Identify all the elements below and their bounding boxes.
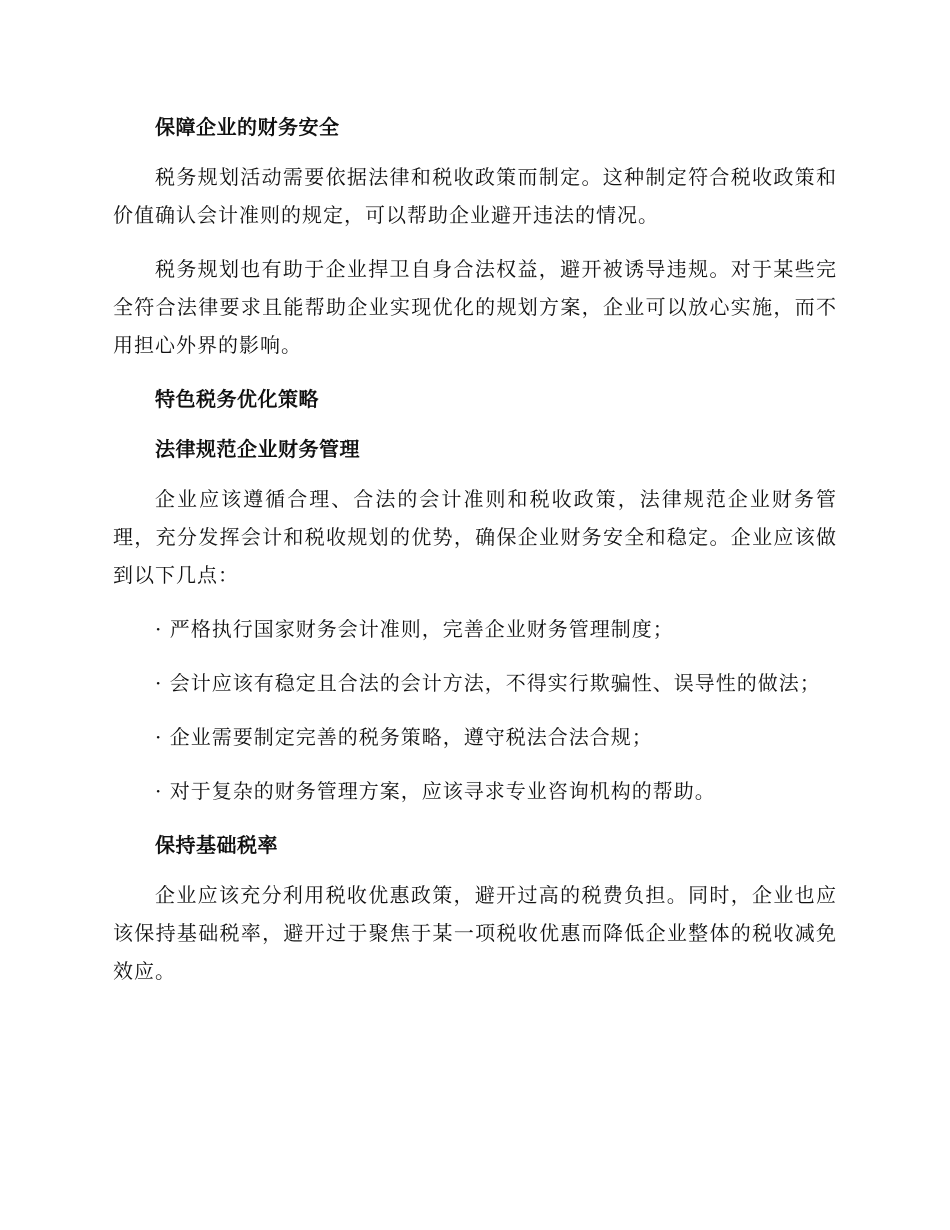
bullet-item: · 企业需要制定完善的税务策略，遵守税法合法合规； — [155, 725, 653, 749]
paragraph-tax-planning-law: 税务规划活动需要依据法律和税收政策而制定。这种制定符合税收政策和价值确认会计准则的规定，可以帮助企业避开违法的情况。 — [113, 165, 837, 227]
bullet-item: · 严格执行国家财务会计准则，完善企业财务管理制度； — [155, 617, 674, 641]
section-heading-base-tax-rate: 保持基础税率 — [155, 833, 278, 857]
section-heading-financial-security: 保障企业的财务安全 — [155, 115, 340, 139]
section-heading-tax-optimization: 特色税务优化策略 — [155, 387, 319, 411]
paragraph-accounting-standards: 企业应该遵循合理、合法的会计准则和税收政策，法律规范企业财务管理，充分发挥会计和税收规划的优势，确保企业财务安全和稳定。企业应该做到以下几点： — [113, 487, 837, 587]
document-body — [113, 108, 837, 1006]
section-heading-legal-management: 法律规范企业财务管理 — [155, 437, 360, 461]
bullet-item: · 对于复杂的财务管理方案，应该寻求专业咨询机构的帮助。 — [155, 779, 716, 803]
bullet-item: · 会计应该有稳定且合法的会计方法，不得实行欺骗性、误导性的做法； — [155, 671, 821, 695]
paragraph-tax-incentives: 企业应该充分利用税收优惠政策，避开过高的税费负担。同时，企业也应该保持基础税率，避开过于聚焦于某一项税收优惠而降低企业整体的税收减免效应。 — [113, 883, 837, 983]
paragraph-tax-planning-rights: 税务规划也有助于企业捍卫自身合法权益，避开被诱导违规。对于某些完全符合法律要求且能帮助企业实现优化的规划方案，企业可以放心实施，而不用担心外界的影响。 — [113, 257, 837, 357]
